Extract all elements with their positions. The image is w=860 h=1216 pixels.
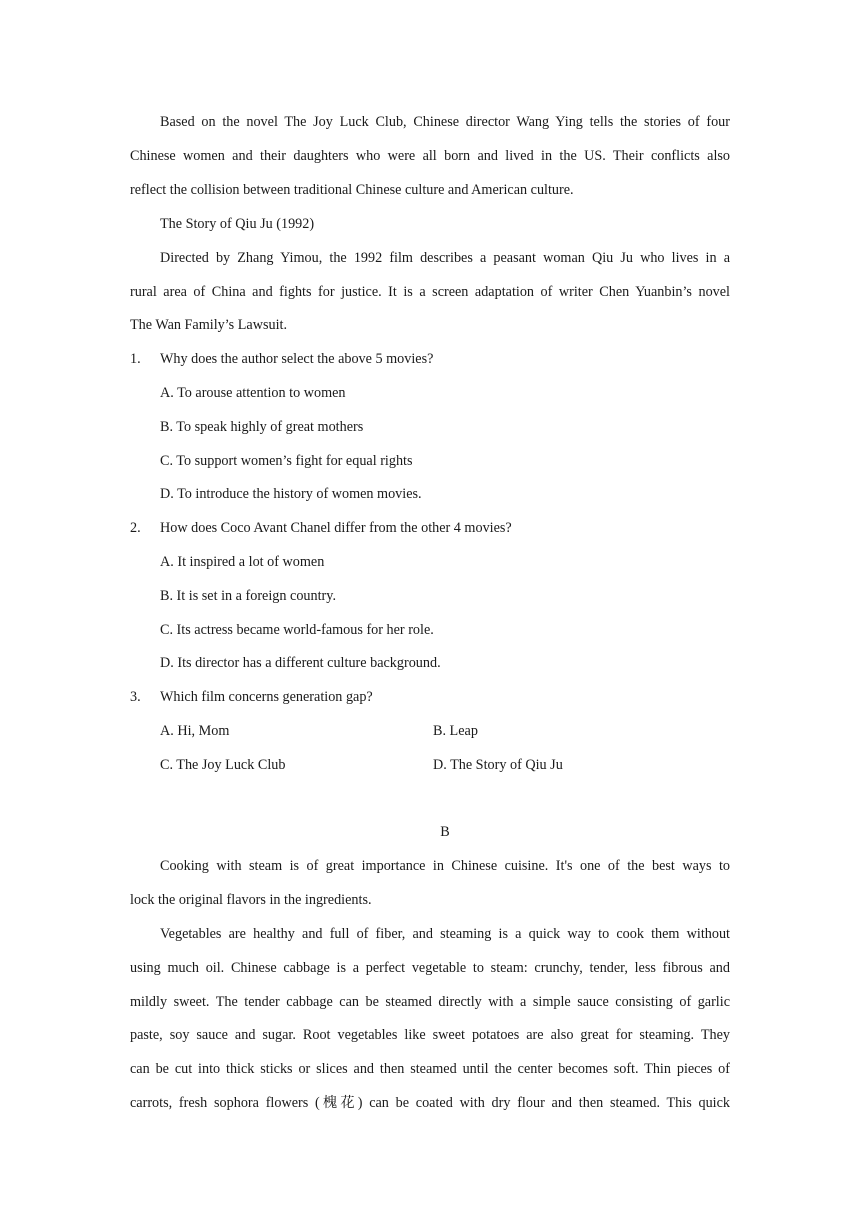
qiu-ju-paragraph-line: The Wan Family’s Lawsuit. bbox=[130, 317, 288, 333]
option-d: D. To introduce the history of women movies. bbox=[160, 486, 422, 502]
question-text: Which film concerns generation gap? bbox=[160, 689, 373, 705]
vegetables-paragraph-line: Vegetables are healthy and full of fiber, and steaming is a quick way to cook them without bbox=[160, 926, 730, 942]
qiu-ju-paragraph-line: rural area of China and fights for justice. It is a screen adaptation of writer Chen Yuanbin’s novel bbox=[130, 284, 730, 300]
vegetables-paragraph-line: mildly sweet. The tender cabbage can be steamed directly with a simple sauce consisting of garlic bbox=[130, 994, 730, 1010]
option-b: B. To speak highly of great mothers bbox=[160, 419, 364, 435]
question-number: 2. bbox=[130, 520, 141, 536]
option-a: A. Hi, Mom bbox=[160, 723, 230, 739]
joy-luck-paragraph-line: Based on the novel The Joy Luck Club, Chinese director Wang Ying tells the stories of four bbox=[160, 114, 730, 130]
option-c: C. The Joy Luck Club bbox=[160, 757, 286, 773]
section-heading: B bbox=[440, 824, 450, 840]
option-b: B. Leap bbox=[433, 723, 478, 739]
qiu-ju-paragraph-line: Directed by Zhang Yimou, the 1992 film describes a peasant woman Qiu Ju who lives in a bbox=[160, 250, 730, 266]
vegetables-paragraph-line: can be cut into thick sticks or slices and then steamed until the center becomes soft. Thin pieces of bbox=[130, 1061, 730, 1077]
option-b: B. It is set in a foreign country. bbox=[160, 588, 336, 604]
question-text: How does Coco Avant Chanel differ from the other 4 movies? bbox=[160, 520, 512, 536]
option-a: A. It inspired a lot of women bbox=[160, 554, 325, 570]
steam-paragraph-line: lock the original flavors in the ingredients. bbox=[130, 892, 372, 908]
joy-luck-paragraph-line: reflect the collision between traditional Chinese culture and American culture. bbox=[130, 182, 574, 198]
option-d: D. Its director has a different culture background. bbox=[160, 655, 441, 671]
qiu-ju-title: The Story of Qiu Ju (1992) bbox=[160, 216, 315, 232]
question-text: Why does the author select the above 5 movies? bbox=[160, 351, 434, 367]
question-number: 1. bbox=[130, 351, 141, 367]
option-d: D. The Story of Qiu Ju bbox=[433, 757, 563, 773]
vegetables-paragraph-line: paste, soy sauce and sugar. Root vegetables like sweet potatoes are also great for steaming. They bbox=[130, 1027, 730, 1043]
option-c: C. To support women’s fight for equal rights bbox=[160, 453, 413, 469]
option-c: C. Its actress became world-famous for her role. bbox=[160, 622, 434, 638]
vegetables-paragraph-line: carrots, fresh sophora flowers (槐花) can be coated with dry flour and then steamed. This quick bbox=[130, 1095, 730, 1111]
option-a: A. To arouse attention to women bbox=[160, 385, 346, 401]
steam-paragraph-line: Cooking with steam is of great importance in Chinese cuisine. It's one of the best ways to bbox=[160, 858, 730, 874]
joy-luck-paragraph-line: Chinese women and their daughters who were all born and lived in the US. Their conflicts also bbox=[130, 148, 730, 164]
question-number: 3. bbox=[130, 689, 141, 705]
vegetables-paragraph-line: using much oil. Chinese cabbage is a perfect vegetable to steam: crunchy, tender, less fibrous and bbox=[130, 960, 730, 976]
